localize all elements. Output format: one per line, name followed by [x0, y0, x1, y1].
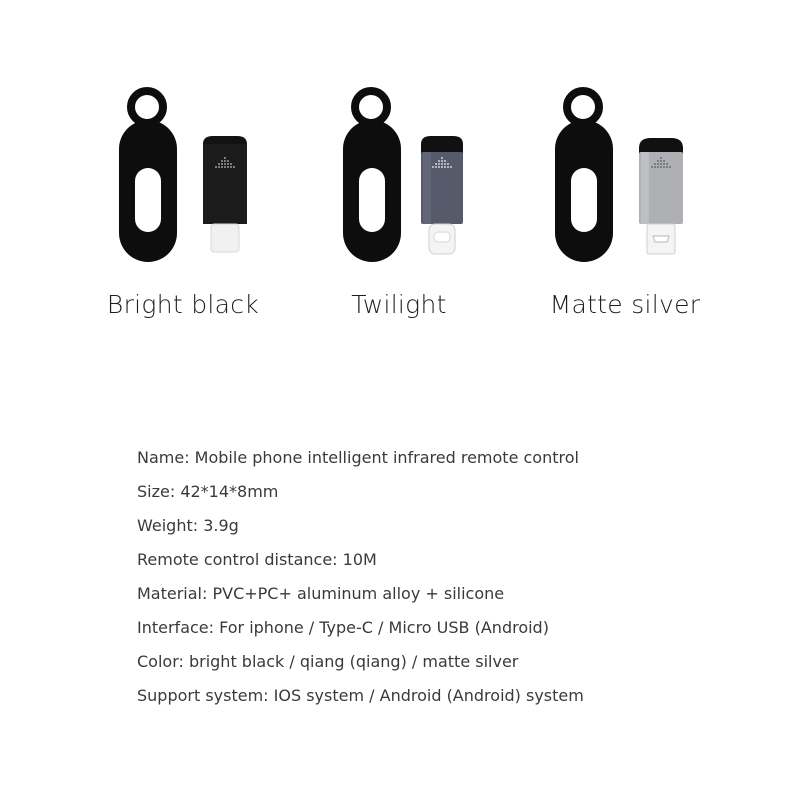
spec-distance: Remote control distance: 10M — [137, 550, 377, 569]
spec-size: Size: 42*14*8mm — [137, 482, 279, 501]
ir-adapter-icon — [421, 136, 463, 254]
keychain-holder-icon — [343, 91, 401, 262]
keychain-holder-icon — [119, 91, 177, 262]
spec-name: Name: Mobile phone intelligent infrared remote control — [137, 448, 579, 467]
spec-material: Material: PVC+PC+ aluminum alloy + silicone — [137, 584, 505, 603]
variant-label: Bright black — [106, 290, 260, 319]
spec-color: Color: bright black / qiang (qiang) / matte silver — [137, 652, 519, 671]
spec-interface: Interface: For iphone / Type-C / Micro USB (Android) — [137, 618, 549, 637]
keychain-holder-icon — [555, 91, 613, 262]
spec-support-system: Support system: IOS system / Android (Android) system — [137, 686, 584, 705]
product-matte-silver — [515, 82, 735, 332]
spec-weight: Weight: 3.9g — [137, 516, 239, 535]
variant-label: Matte silver — [549, 290, 701, 319]
ir-adapter-icon — [203, 136, 247, 252]
variant-label: Twilight — [351, 290, 447, 319]
product-image-twilight — [289, 82, 509, 282]
spec-list — [137, 445, 584, 717]
product-bright-black — [73, 82, 293, 332]
product-twilight — [289, 82, 509, 332]
product-image-bright-black — [73, 82, 293, 282]
ir-adapter-icon — [639, 138, 683, 254]
product-image-matte-silver — [515, 82, 735, 282]
